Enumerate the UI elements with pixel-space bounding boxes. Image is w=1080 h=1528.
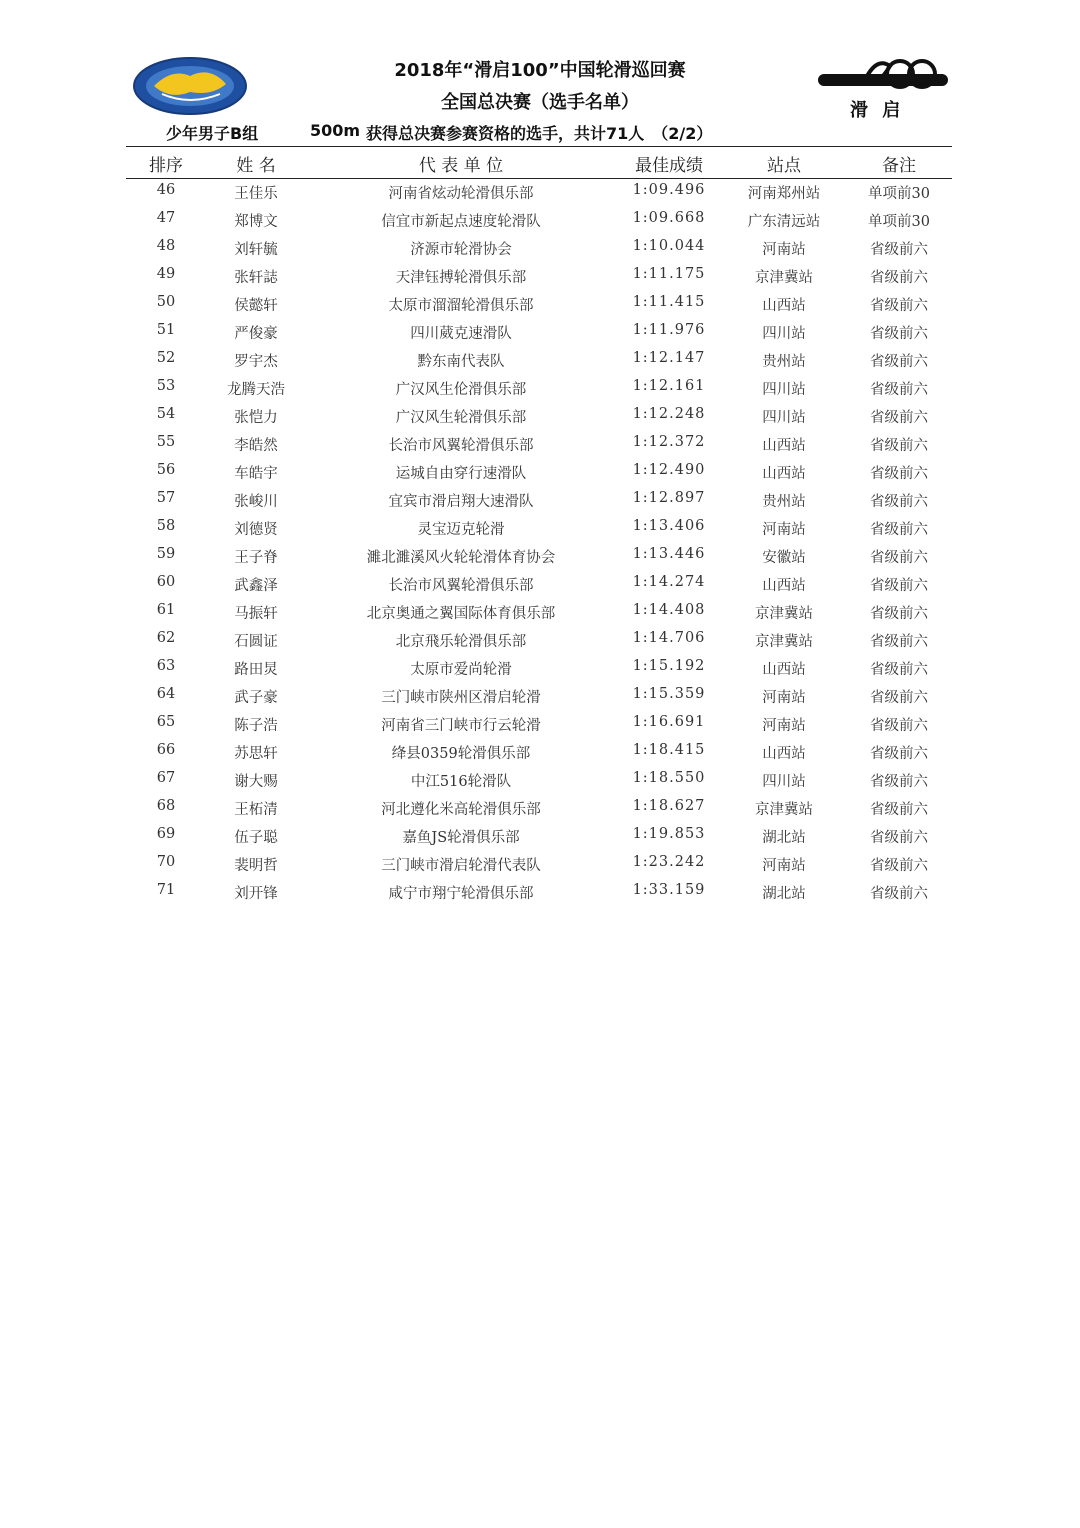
team-cell: 灵宝迈克轮滑	[417, 522, 505, 538]
rank-cell: 65	[156, 714, 176, 730]
team-cell: 广汉风生伦滑俱乐部	[395, 382, 527, 398]
team-cell: 宜宾市滑启翔大速滑队	[388, 494, 534, 510]
station-cell: 河南站	[762, 242, 806, 258]
table-row	[0, 654, 1080, 682]
team-cell: 黔东南代表队	[417, 354, 505, 370]
table-row	[0, 822, 1080, 850]
station-cell: 山西站	[762, 578, 806, 594]
skate-start-logo-text: 滑 启	[850, 100, 905, 121]
table-row	[0, 598, 1080, 626]
name-cell: 侯懿轩	[234, 298, 278, 314]
team-cell: 济源市轮滑协会	[410, 242, 512, 258]
qualification-description: 获得总决赛参赛资格的选手，共计71人 （2/2）	[366, 124, 713, 143]
station-cell: 四川站	[762, 774, 806, 790]
group-label: 少年男子B组	[166, 124, 259, 143]
rank-cell: 70	[156, 854, 176, 870]
best-time-cell: 1:11.415	[632, 294, 706, 310]
team-cell: 咸宁市翔宁轮滑俱乐部	[388, 886, 534, 902]
column-header-rank: 排序	[149, 156, 183, 176]
note-cell: 省级前六	[870, 662, 928, 678]
note-cell: 省级前六	[870, 550, 928, 566]
team-cell: 北京奥通之翼国际体育俱乐部	[366, 606, 556, 622]
rank-cell: 66	[156, 742, 176, 758]
best-time-cell: 1:14.408	[632, 602, 706, 618]
team-cell: 长治市风翼轮滑俱乐部	[388, 578, 534, 594]
name-cell: 龙腾天浩	[227, 382, 285, 398]
rank-cell: 71	[156, 882, 176, 898]
note-cell: 省级前六	[870, 298, 928, 314]
best-time-cell: 1:15.359	[632, 686, 706, 702]
note-cell: 省级前六	[870, 494, 928, 510]
name-cell: 武鑫泽	[234, 578, 278, 594]
best-time-cell: 1:11.175	[632, 266, 706, 282]
note-cell: 省级前六	[870, 802, 928, 818]
team-cell: 天津钰搏轮滑俱乐部	[395, 270, 527, 286]
name-cell: 石圆证	[234, 634, 278, 650]
page-title: 2018年“滑启100”中国轮滑巡回赛	[394, 60, 686, 81]
name-cell: 张恺力	[234, 410, 278, 426]
column-header-station: 站点	[767, 156, 801, 176]
best-time-cell: 1:18.415	[632, 742, 706, 758]
table-row	[0, 318, 1080, 346]
rank-cell: 49	[156, 266, 176, 282]
name-cell: 武子豪	[234, 690, 278, 706]
note-cell: 省级前六	[870, 774, 928, 790]
station-cell: 京津冀站	[755, 634, 813, 650]
table-row	[0, 458, 1080, 486]
rank-cell: 54	[156, 406, 176, 422]
note-cell: 省级前六	[870, 326, 928, 342]
rank-cell: 55	[156, 434, 176, 450]
note-cell: 省级前六	[870, 746, 928, 762]
team-cell: 太原市溜溜轮滑俱乐部	[388, 298, 534, 314]
note-cell: 省级前六	[870, 886, 928, 902]
team-cell: 广汉风生轮滑俱乐部	[395, 410, 527, 426]
best-time-cell: 1:18.627	[632, 798, 706, 814]
best-time-cell: 1:11.976	[632, 322, 706, 338]
note-cell: 省级前六	[870, 718, 928, 734]
best-time-cell: 1:13.446	[632, 546, 706, 562]
column-header-note: 备注	[882, 156, 916, 176]
station-cell: 广东清远站	[747, 214, 821, 230]
station-cell: 贵州站	[762, 494, 806, 510]
name-cell: 裴明哲	[234, 858, 278, 874]
team-cell: 四川葳克速滑队	[410, 326, 512, 342]
station-cell: 京津冀站	[755, 606, 813, 622]
note-cell: 省级前六	[870, 606, 928, 622]
rank-cell: 58	[156, 518, 176, 534]
team-cell: 北京飛乐轮滑俱乐部	[395, 634, 527, 650]
note-cell: 省级前六	[870, 466, 928, 482]
best-time-cell: 1:33.159	[632, 882, 706, 898]
rank-cell: 62	[156, 630, 176, 646]
distance-label: 500m	[310, 121, 361, 140]
name-cell: 谢大赐	[234, 774, 278, 790]
table-row	[0, 878, 1080, 906]
rank-cell: 56	[156, 462, 176, 478]
note-cell: 省级前六	[870, 354, 928, 370]
name-cell: 王佳乐	[234, 186, 278, 202]
best-time-cell: 1:13.406	[632, 518, 706, 534]
note-cell: 单项前30	[868, 186, 930, 202]
best-time-cell: 1:10.044	[632, 238, 706, 254]
note-cell: 省级前六	[870, 858, 928, 874]
team-cell: 三门峡市滑启轮滑代表队	[381, 858, 541, 874]
best-time-cell: 1:23.242	[632, 854, 706, 870]
table-row	[0, 794, 1080, 822]
table-row	[0, 486, 1080, 514]
team-cell: 信宜市新起点速度轮滑队	[381, 214, 541, 230]
table-row	[0, 290, 1080, 318]
name-cell: 车皓宇	[234, 466, 278, 482]
best-time-cell: 1:14.706	[632, 630, 706, 646]
station-cell: 四川站	[762, 410, 806, 426]
station-cell: 四川站	[762, 382, 806, 398]
table-row	[0, 402, 1080, 430]
name-cell: 严俊豪	[234, 326, 278, 342]
name-cell: 张轩誌	[234, 270, 278, 286]
team-cell: 长治市风翼轮滑俱乐部	[388, 438, 534, 454]
rank-cell: 52	[156, 350, 176, 366]
rank-cell: 67	[156, 770, 176, 786]
table-row	[0, 178, 1080, 206]
table-top-rule	[126, 146, 952, 147]
note-cell: 省级前六	[870, 242, 928, 258]
team-cell: 太原市爱尚轮滑	[410, 662, 512, 678]
rank-cell: 63	[156, 658, 176, 674]
best-time-cell: 1:12.161	[632, 378, 706, 394]
note-cell: 省级前六	[870, 578, 928, 594]
name-cell: 郑博文	[234, 214, 278, 230]
best-time-cell: 1:09.668	[632, 210, 706, 226]
table-row	[0, 234, 1080, 262]
table-row	[0, 710, 1080, 738]
name-cell: 伍子聪	[234, 830, 278, 846]
station-cell: 京津冀站	[755, 802, 813, 818]
best-time-cell: 1:16.691	[632, 714, 706, 730]
best-time-cell: 1:14.274	[632, 574, 706, 590]
column-header-team: 代 表 单 位	[418, 156, 504, 176]
column-header-best-time: 最佳成绩	[635, 156, 703, 176]
station-cell: 安徽站	[762, 550, 806, 566]
note-cell: 省级前六	[870, 830, 928, 846]
team-cell: 河南省三门峡市行云轮滑	[381, 718, 541, 734]
best-time-cell: 1:12.897	[632, 490, 706, 506]
station-cell: 湖北站	[762, 886, 806, 902]
table-row	[0, 374, 1080, 402]
note-cell: 省级前六	[870, 438, 928, 454]
name-cell: 马振轩	[234, 606, 278, 622]
table-row	[0, 262, 1080, 290]
station-cell: 山西站	[762, 662, 806, 678]
station-cell: 河南郑州站	[747, 186, 821, 202]
column-header-name: 姓 名	[236, 156, 276, 176]
name-cell: 苏思轩	[234, 746, 278, 762]
rank-cell: 57	[156, 490, 176, 506]
name-cell: 刘开锋	[234, 886, 278, 902]
rank-cell: 64	[156, 686, 176, 702]
rank-cell: 51	[156, 322, 176, 338]
station-cell: 河南站	[762, 522, 806, 538]
rank-cell: 69	[156, 826, 176, 842]
table-row	[0, 206, 1080, 234]
rank-cell: 68	[156, 798, 176, 814]
name-cell: 张峻川	[234, 494, 278, 510]
rank-cell: 47	[156, 210, 176, 226]
station-cell: 山西站	[762, 438, 806, 454]
name-cell: 王柘清	[234, 802, 278, 818]
note-cell: 省级前六	[870, 270, 928, 286]
rank-cell: 46	[156, 182, 176, 198]
station-cell: 京津冀站	[755, 270, 813, 286]
rank-cell: 50	[156, 294, 176, 310]
name-cell: 李皓然	[234, 438, 278, 454]
team-cell: 中江516轮滑队	[410, 774, 512, 790]
table-row	[0, 570, 1080, 598]
station-cell: 湖北站	[762, 830, 806, 846]
table-row	[0, 542, 1080, 570]
team-cell: 嘉鱼JS轮滑俱乐部	[402, 830, 520, 846]
best-time-cell: 1:19.853	[632, 826, 706, 842]
note-cell: 省级前六	[870, 522, 928, 538]
best-time-cell: 1:12.248	[632, 406, 706, 422]
table-row	[0, 514, 1080, 542]
table-row	[0, 738, 1080, 766]
name-cell: 路田炅	[234, 662, 278, 678]
rank-cell: 61	[156, 602, 176, 618]
best-time-cell: 1:12.372	[632, 434, 706, 450]
station-cell: 山西站	[762, 298, 806, 314]
rank-cell: 60	[156, 574, 176, 590]
station-cell: 河南站	[762, 690, 806, 706]
best-time-cell: 1:15.192	[632, 658, 706, 674]
table-row	[0, 430, 1080, 458]
table-row	[0, 346, 1080, 374]
best-time-cell: 1:09.496	[632, 182, 706, 198]
station-cell: 贵州站	[762, 354, 806, 370]
station-cell: 河南站	[762, 718, 806, 734]
table-row	[0, 766, 1080, 794]
best-time-cell: 1:12.147	[632, 350, 706, 366]
note-cell: 省级前六	[870, 690, 928, 706]
team-cell: 河南省炫动轮滑俱乐部	[388, 186, 534, 202]
rank-cell: 59	[156, 546, 176, 562]
table-row	[0, 850, 1080, 878]
station-cell: 山西站	[762, 466, 806, 482]
note-cell: 单项前30	[868, 214, 930, 230]
note-cell: 省级前六	[870, 410, 928, 426]
note-cell: 省级前六	[870, 634, 928, 650]
best-time-cell: 1:18.550	[632, 770, 706, 786]
team-cell: 绛县0359轮滑俱乐部	[391, 746, 531, 762]
rank-cell: 48	[156, 238, 176, 254]
name-cell: 刘德贤	[234, 522, 278, 538]
name-cell: 陈子浩	[234, 718, 278, 734]
rank-cell: 53	[156, 378, 176, 394]
station-cell: 河南站	[762, 858, 806, 874]
name-cell: 罗宇杰	[234, 354, 278, 370]
table-row	[0, 626, 1080, 654]
team-cell: 运城自由穿行速滑队	[395, 466, 527, 482]
station-cell: 四川站	[762, 326, 806, 342]
note-cell: 省级前六	[870, 382, 928, 398]
team-cell: 河北遵化米高轮滑俱乐部	[381, 802, 541, 818]
station-cell: 山西站	[762, 746, 806, 762]
team-cell: 濉北濉溪风火轮轮滑体育协会	[366, 550, 556, 566]
name-cell: 刘轩毓	[234, 242, 278, 258]
page-subtitle: 全国总决赛（选手名单）	[441, 92, 639, 113]
name-cell: 王子脊	[234, 550, 278, 566]
best-time-cell: 1:12.490	[632, 462, 706, 478]
team-cell: 三门峡市陕州区滑启轮滑	[381, 690, 541, 706]
table-row	[0, 682, 1080, 710]
